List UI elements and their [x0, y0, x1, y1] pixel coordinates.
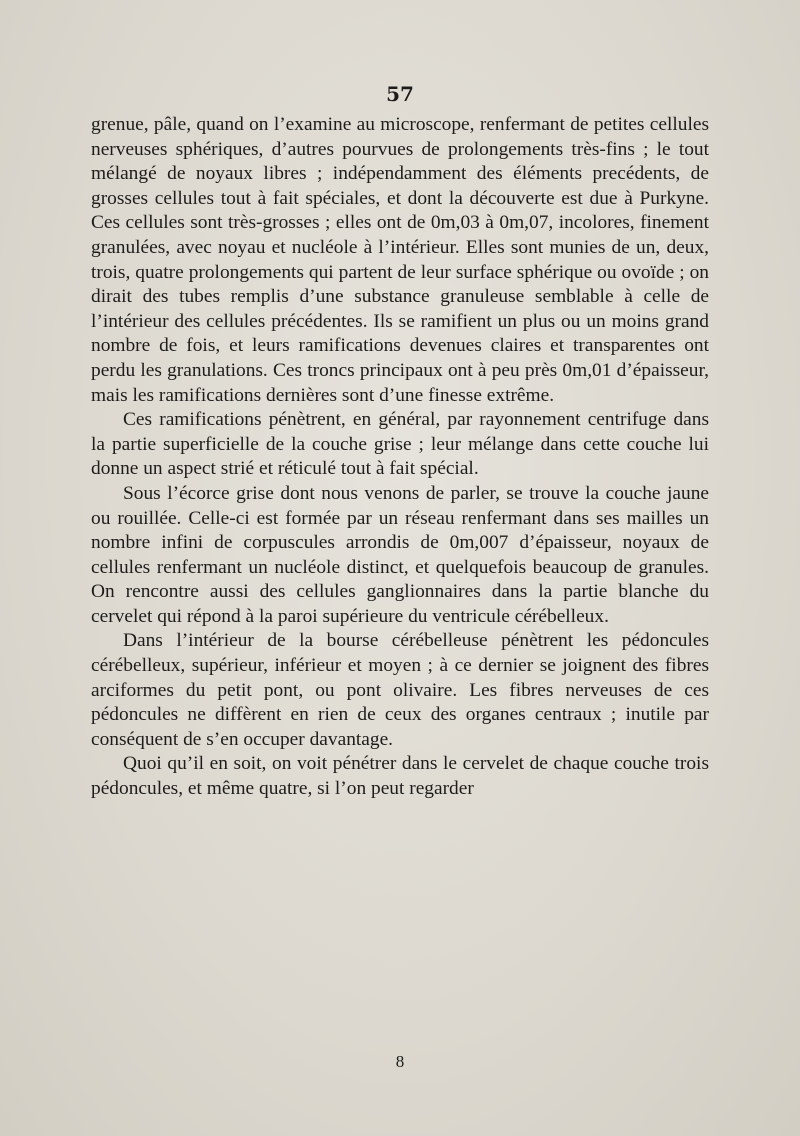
paragraph: Dans l’intérieur de la bourse cérébelleuse pénètrent les pédoncules cérébelleux, supérieur, inférieur et moyen ; à ce dernier se joignent des fibres arciformes du petit pont, ou pont olivaire. Les fibres nerveuses de ces pédoncules ne diffèrent en rien de ceux des organes centraux ; inutile par conséquent de s’en occuper davantage. [91, 630, 709, 750]
paragraph: Sous l’écorce grise dont nous venons de parler, se trouve la couche jaune ou rouillée. Celle-ci est formée par un réseau renfermant dans ses mailles un nombre infini de corpuscules arrondis de 0m,007 d’épaisseur, noyaux de cellules renfermant un nucléole distinct, et quelquefois beaucoup de granules. On rencontre aussi des cellules ganglionnaires dans la partie blanche du cervelet qui répond à la paroi supérieure du ventricule cérébelleux. [91, 482, 709, 627]
page-number: 57 [386, 82, 414, 106]
body-text [91, 113, 709, 802]
signature-mark: 8 [395, 1052, 405, 1071]
paragraph: grenue, pâle, quand on l’examine au microscope, renfermant de petites cellules nerveuses sphériques, d’autres pourvues de prolongements très-fins ; le tout mélangé de noyaux libres ; indépendamment des éléments precédents, de grosses cellules tout à fait spéciales, et dont la découverte est due à Purkyne. Ces cellules sont très-grosses ; elles ont de 0m,03 à 0m,07, incolores, finement granulées, avec noyau et nucléole à l’intérieur. Elles sont munies de un, deux, trois, quatre prolongements qui partent de leur surface sphérique ou ovoïde ; on dirait des tubes remplis d’une substance granuleuse semblable à celle de l’intérieur des cellules précédentes. Ils se ramifient un plus ou un moins grand nombre de fois, et leurs ramifications devenues claires et transparentes ont perdu les granulations. Ces troncs principaux ont à peu près 0m,01 d’épaisseur, mais les ramifications dernières sont d’une finesse extrême. [91, 114, 709, 406]
paragraph: Quoi qu’il en soit, on voit pénétrer dans le cervelet de chaque couche trois pédoncules, et même quatre, si l’on peut regarder [91, 753, 709, 800]
paragraph: Ces ramifications pénètrent, en général, par rayonnement centrifuge dans la partie superficielle de la couche grise ; leur mélange dans cette couche lui donne un aspect strié et réticulé tout à fait spécial. [91, 409, 709, 480]
